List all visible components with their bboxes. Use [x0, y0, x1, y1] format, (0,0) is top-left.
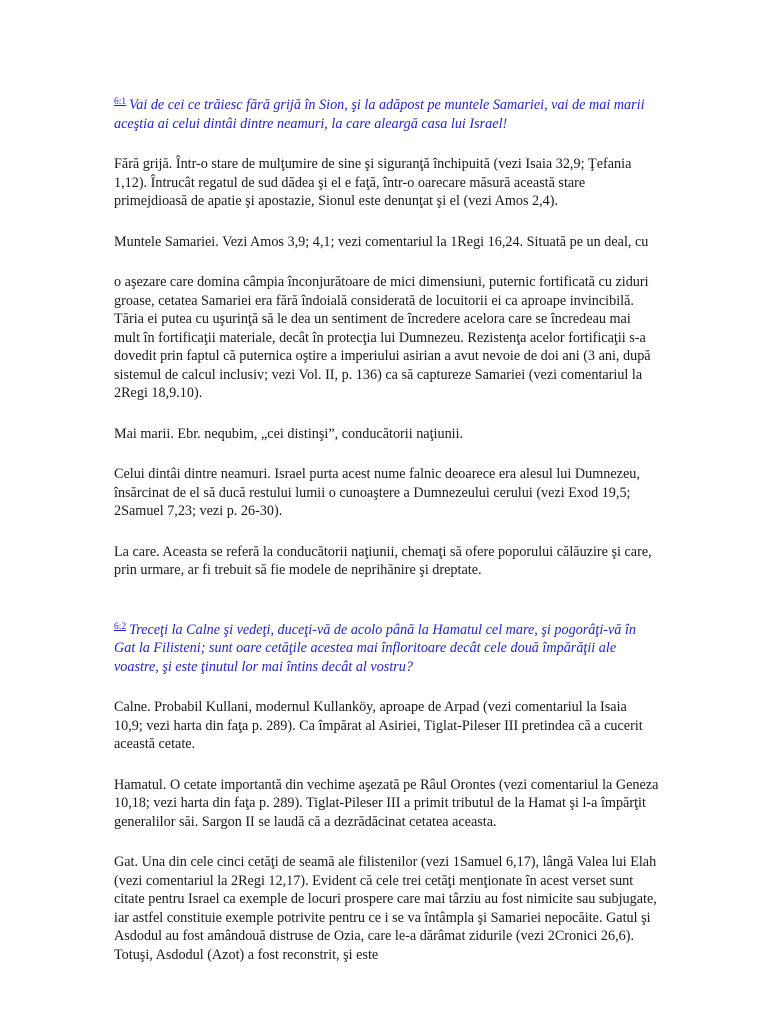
verse-6-1: [114, 93, 659, 133]
document-page: [114, 93, 659, 986]
verse-text: Vai de cei ce trăiesc fără grijă în Sion, şi la adăpost pe muntele Samariei, vai de mai marii aceştia ai celui dintâi dintre neamuri, la care aleargă casa lui Israel!: [114, 97, 645, 132]
section-spacer: [114, 602, 659, 618]
commentary-paragraph: Celui dintâi dintre neamuri. Israel purta acest nume falnic deoarece era alesul lui Dumnezeu, însărcinat de el să ducă restului lumii o cunoaştere a Dumnezeului cerului (vezi Exod 19,5; 2Samuel 7,23; vezi p. 26-30).: [114, 466, 640, 519]
commentary-paragraph: o aşezare care domina câmpia înconjurătoare de mici dimensiuni, puternic fortificată cu ziduri groase, cetatea Samariei era fără îndoială considerată de locuitorii ei ca aproape invincibilă. Tăria ei putea cu uşurinţă să le dea un sentiment de încredere acelora care se încredeau mai mult în fortificaţii materiale, decât în protecţia lui Dumnezeu. Rezistenţa acelor fortificaţii s-a dovedit prin faptul că puternica oştire a imperiului asirian a avut nevoie de doi ani (3 ani, după sistemul de calcul inclusiv; vezi Vol. II, p. 136) ca să captureze Samariei (vezi comentariul la 2Regi 18,9.10).: [114, 274, 651, 401]
verse-number-link[interactable]: 6:1: [114, 97, 127, 107]
commentary-paragraph: Mai marii. Ebr. nequbim, „cei distinşi”, conducătorii naţiunii.: [114, 425, 464, 442]
commentary-paragraph: Gat. Una din cele cinci cetăţi de seamă ale filistenilor (vezi 1Samuel 6,17), lângă Valea lui Elah (vezi comentariul la 2Regi 12,17). Evident că cele trei cetăţi menţionate în acest verset sunt citate pentru Israel ca exemple de locuri prospere care mai târziu au fost nimicite sau subjugate, iar astfel constituie exemple potrivite pentru ce i se va întâmpla şi Samariei nepocăite. Gatul şi Asdodul au fost amândouă distruse de Ozia, care le-a dărâmat zidurile (vezi 2Cronici 26,6). Totuşi, Asdodul (Azot) a fost reconstrit, şi este: [114, 854, 657, 963]
commentary-paragraph: La care. Aceasta se referă la conducătorii naţiunii, chemaţi să ofere poporului călăuzire şi care, prin urmare, ar fi trebuit să fie modele de neprihănire şi dreptate.: [114, 543, 652, 578]
verse-6-2: [114, 618, 659, 677]
commentary-paragraph: Fără grijă. Într-o stare de mulţumire de sine şi siguranţă închipuită (vezi Isaia 32,9; Ţefania 1,12). Întrucât regatul de sud dădea şi el e faţă, într-o oarecare măsură această stare primejdioasă de apatie şi apostazie, Sionul este denunţat şi el (vezi Amos 2,4).: [114, 156, 632, 209]
commentary-paragraph: Muntele Samariei. Vezi Amos 3,9; 4,1; vezi comentariul la 1Regi 16,24. Situată pe un deal, cu: [114, 233, 649, 250]
verse-number-link[interactable]: 6:2: [114, 621, 127, 632]
commentary-paragraph: Calne. Probabil Kullani, modernul Kullanköy, aproape de Arpad (vezi comentariul la Isaia 10,9; vezi harta din faţa p. 289). Ca împărat al Asiriei, Tiglat-Pileser III pretindea că a cucerit această cetate.: [114, 699, 643, 752]
verse-text: Treceţi la Calne şi vedeţi, duceţi-vă de acolo până la Hamatul cel mare, şi pogorâţi-vă în Gat la Filisteni; sunt oare cetăţile acestea mai înfloritoare decât cele două împărăţii ale voastre, şi este ţinutul lor mai întins decât al vostru?: [114, 621, 636, 675]
commentary-paragraph: Hamatul. O cetate importantă din vechime aşezată pe Râul Orontes (vezi comentariul la Geneza 10,18; vezi harta din faţa p. 289). Tiglat-Pileser III a primit tributul de la Hamat şi l-a împărţit generalilor săi. Sargon II se laudă că a dezrădăcinat cetatea aceasta.: [114, 776, 659, 830]
